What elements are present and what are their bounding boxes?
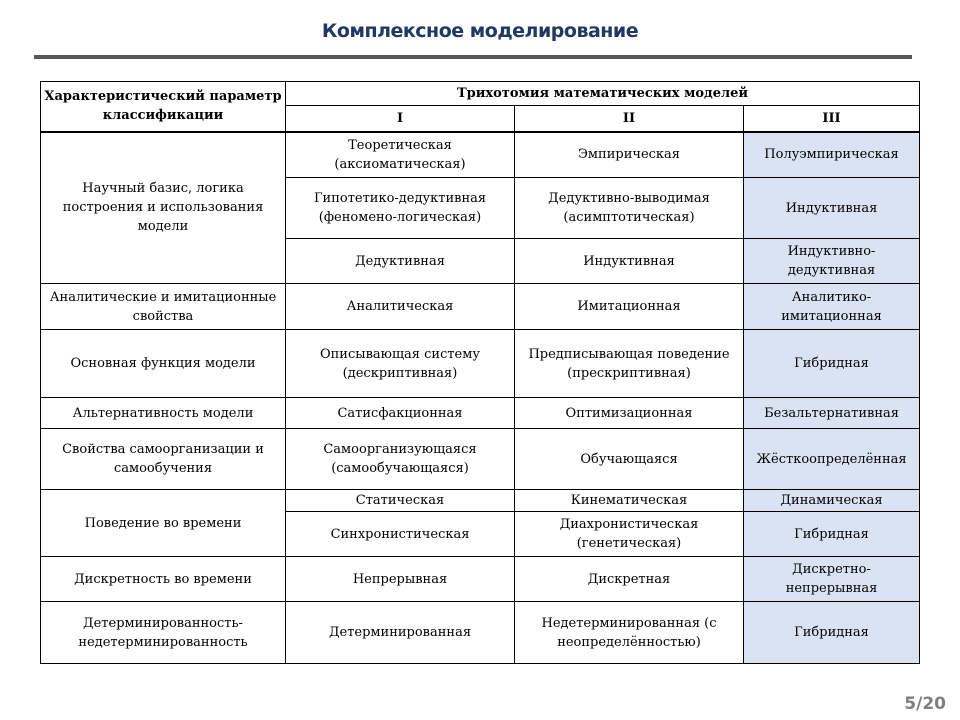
cell-I: Статическая bbox=[286, 490, 515, 512]
table-row bbox=[41, 557, 920, 602]
table-row bbox=[41, 490, 920, 512]
param-cell: Дискретность во времени bbox=[41, 557, 286, 602]
header-col-I: I bbox=[286, 106, 515, 132]
table-row bbox=[41, 330, 920, 398]
cell-III: Дискретно-непрерывная bbox=[744, 557, 920, 602]
title-underline bbox=[34, 55, 912, 59]
cell-I: Сатисфакционная bbox=[286, 398, 515, 429]
cell-I: Самоорганизующаяся (самообучающаяся) bbox=[286, 429, 515, 490]
cell-II: Обучающаяся bbox=[515, 429, 744, 490]
cell-II: Оптимизационная bbox=[515, 398, 744, 429]
cell-II: Индуктивная bbox=[515, 239, 744, 284]
param-cell: Основная функция модели bbox=[41, 330, 286, 398]
param-cell: Альтернативность модели bbox=[41, 398, 286, 429]
header-param: Характеристический параметр классификации bbox=[41, 82, 286, 132]
page-number: 5/20 bbox=[904, 694, 946, 714]
table-row bbox=[41, 132, 920, 178]
cell-II: Дискретная bbox=[515, 557, 744, 602]
cell-III: Индуктивная bbox=[744, 178, 920, 239]
table-row bbox=[41, 429, 920, 490]
cell-III: Гибридная bbox=[744, 512, 920, 557]
header-col-III: III bbox=[744, 106, 920, 132]
cell-I: Непрерывная bbox=[286, 557, 515, 602]
cell-II: Диахронистическая (генетическая) bbox=[515, 512, 744, 557]
param-cell: Свойства самоорганизации и самообучения bbox=[41, 429, 286, 490]
cell-III: Индуктивно-дедуктивная bbox=[744, 239, 920, 284]
cell-II: Недетерминированная (с неопределённостью) bbox=[515, 602, 744, 664]
cell-I: Детерминированная bbox=[286, 602, 515, 664]
header-col-II: II bbox=[515, 106, 744, 132]
param-cell: Аналитические и имитационные свойства bbox=[41, 284, 286, 330]
table-row bbox=[41, 284, 920, 330]
cell-III: Гибридная bbox=[744, 602, 920, 664]
cell-II: Предписывающая поведение (прескриптивная) bbox=[515, 330, 744, 398]
header-trichotomy: Трихотомия математических моделей bbox=[286, 82, 920, 106]
cell-I: Теоретическая (аксиоматическая) bbox=[286, 132, 515, 178]
table-row bbox=[41, 398, 920, 429]
cell-II: Кинематическая bbox=[515, 490, 744, 512]
cell-I: Дедуктивная bbox=[286, 239, 515, 284]
cell-II: Имитационная bbox=[515, 284, 744, 330]
cell-III: Динамическая bbox=[744, 490, 920, 512]
cell-III: Аналитико-имитационная bbox=[744, 284, 920, 330]
param-cell: Поведение во времени bbox=[41, 490, 286, 557]
param-cell: Научный базис, логика построения и использования модели bbox=[41, 132, 286, 284]
table-row bbox=[41, 602, 920, 664]
cell-II: Эмпирическая bbox=[515, 132, 744, 178]
cell-I: Аналитическая bbox=[286, 284, 515, 330]
cell-I: Синхронистическая bbox=[286, 512, 515, 557]
cell-III: Безальтернативная bbox=[744, 398, 920, 429]
cell-III: Гибридная bbox=[744, 330, 920, 398]
cell-III: Полуэмпирическая bbox=[744, 132, 920, 178]
cell-I: Гипотетико-дедуктивная (феномено-логическая) bbox=[286, 178, 515, 239]
param-cell: Детерминированность-недетерминированность bbox=[41, 602, 286, 664]
cell-II: Дедуктивно-выводимая (асимптотическая) bbox=[515, 178, 744, 239]
slide-title: Комплексное моделирование bbox=[321, 20, 639, 42]
cell-I: Описывающая систему (дескриптивная) bbox=[286, 330, 515, 398]
cell-III: Жёсткоопределённая bbox=[744, 429, 920, 490]
classification-table bbox=[40, 81, 920, 664]
